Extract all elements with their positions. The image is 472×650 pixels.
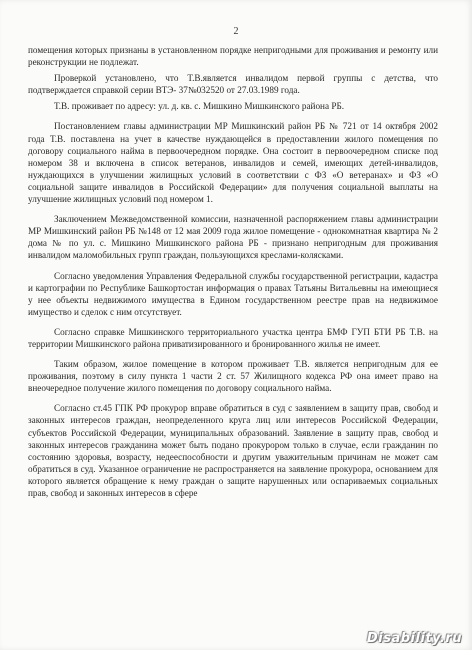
paragraph-bti-certificate: Согласно справке Мишкинского территориального участка центра БМФ ГУП БТИ РБ Т.В. на территории Мишкинского района приватизированного и бронированного жилья не имеет. bbox=[28, 326, 438, 349]
paragraph-housing-registration: Постановлением главы администрации МР Мишкинский район РБ № 721 от 14 октября 2002 года Т.В. поставлена на учет в качестве нуждающейся в предоставлении жилого помещения по договору социального найма в первоочередном порядке. Она состоит в первоочередном списке под номером 38 и включена в список ветеранов, инвалидов и семей, имеющих детей-инвалидов, нуждающихся в улучшении жилищных условий в соответствии с ФЗ «О ветеранах» и ФЗ «О социальной защите инвалидов в Российской Федерации» для получения социальной выплаты на улучшение жилищных условий под номером 1. bbox=[28, 121, 438, 205]
paragraph-disability-check: Проверкой установлено, что Т.В.является инвалидом первой группы с детства, что подтверждается справкой серии ВТЭ- 37№032520 от 27.03.1989 года. bbox=[28, 73, 438, 96]
paragraph-dwelling-condition: помещения которых признаны в установленном порядке непригодными для проживания и ремонту или реконструкции не подлежат. bbox=[28, 45, 438, 68]
site-watermark: Disability.ru bbox=[366, 631, 462, 646]
paragraph-prosecutor-rights: Согласно ст.45 ГПК РФ прокурор вправе обратиться в суд с заявлением в защиту прав, свобод и законных интересов граждан, неопределенного круга лиц или интересов Российской Федерации, субъектов Российской Федерации, муниципальных образований. Заявление в защиту прав, свобод и законных интересов гражданина может быть подано прокурором только в случае, если гражданин по состоянию здоровья, возрасту, недееспособности и другим уважительным причинам не может сам обратиться в суд. Указанное ограничение не распространяется на заявление прокурора, основанием для которого является обращение к нему граждан о защите нарушенных или оспариваемых социальных прав, свобод и законных интересов в сфере bbox=[28, 403, 438, 498]
paragraph-address: Т.В. проживает по адресу: ул. д. кв. с. Мишкино Мишкинского района РБ. bbox=[54, 101, 345, 112]
paragraph-conclusion: Таким образом, жилое помещение в котором проживает Т.В. является непригодным для ее проживания, поэтому в силу пункта 1 части 2 ст. 57 Жилищного кодекса РФ она имеет право на внеочередное получение жилого помещения по договору социального найма. bbox=[28, 359, 438, 394]
document-body bbox=[28, 44, 438, 499]
paragraph-registry-notice: Согласно уведомления Управления Федеральной службы государственной регистрации, кадастра и картографии по Республике Башкортостан информация о правах Татьяны Витальевны на имеющиеся у нее объекты недвижимого имущества в Едином государственном реестре прав на недвижимое имущество и сделок с ним отсутствует. bbox=[28, 270, 438, 317]
page-number: 2 bbox=[233, 26, 239, 37]
paragraph-commission-conclusion: Заключением Межведомственной комиссии, назначенной распоряжением главы администрации МР Мишкинский район РБ №148 от 12 мая 2009 года жилое помещение - однокомнатная квартира № 2 дома № по ул. с. Мишкино Мишкинского района РБ - признано непригодным для проживания инвалидом маломобильных групп граждан, пользующихся креслами-колясками. bbox=[28, 214, 438, 261]
